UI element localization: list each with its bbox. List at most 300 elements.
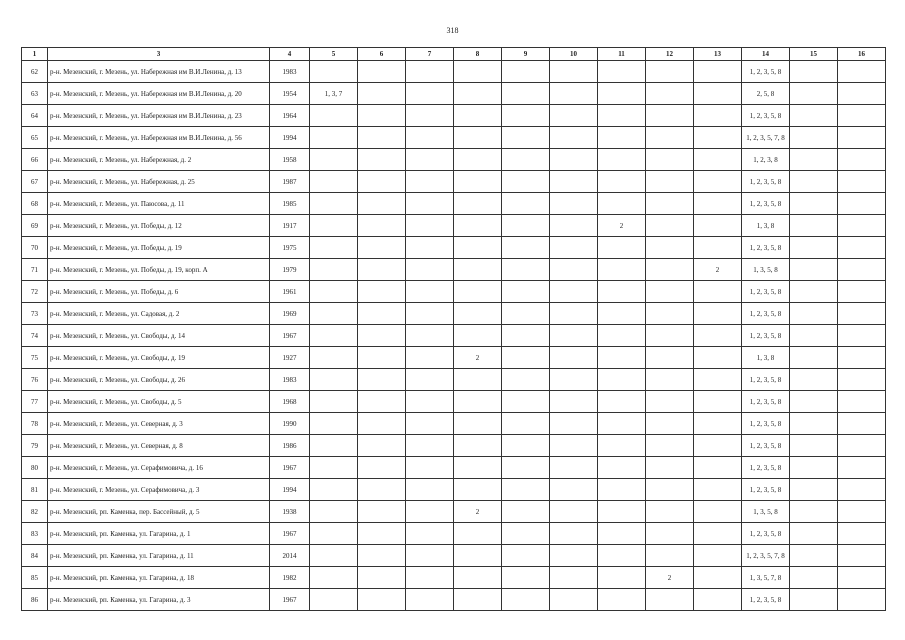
cell-col-3: р-н. Мезенский, г. Мезень, ул. Садовая, д. 2 xyxy=(48,303,270,325)
cell-col-10 xyxy=(550,193,598,215)
cell-col-5 xyxy=(310,259,358,281)
cell-col-13 xyxy=(694,457,742,479)
cell-col-4: 1975 xyxy=(270,237,310,259)
cell-col-15 xyxy=(790,149,838,171)
cell-col-1: 67 xyxy=(22,171,48,193)
cell-col-14: 1, 3, 8 xyxy=(742,215,790,237)
cell-col-12 xyxy=(646,259,694,281)
cell-col-3: р-н. Мезенский, рп. Каменка, ул. Гагарина, д. 11 xyxy=(48,545,270,567)
cell-col-15 xyxy=(790,193,838,215)
cell-col-5 xyxy=(310,61,358,83)
housing-table xyxy=(21,47,886,611)
cell-col-8 xyxy=(454,457,502,479)
cell-col-16 xyxy=(838,501,886,523)
cell-col-5 xyxy=(310,457,358,479)
cell-col-9 xyxy=(502,325,550,347)
cell-col-9 xyxy=(502,61,550,83)
table-row xyxy=(22,479,886,501)
cell-col-1: 86 xyxy=(22,589,48,611)
cell-col-16 xyxy=(838,567,886,589)
cell-col-11 xyxy=(598,281,646,303)
cell-col-13 xyxy=(694,215,742,237)
cell-col-4: 1994 xyxy=(270,127,310,149)
cell-col-15 xyxy=(790,567,838,589)
cell-col-13 xyxy=(694,83,742,105)
cell-col-16 xyxy=(838,479,886,501)
cell-col-4: 1967 xyxy=(270,325,310,347)
cell-col-3: р-н. Мезенский, г. Мезень, ул. Свободы, д. 19 xyxy=(48,347,270,369)
cell-col-10 xyxy=(550,457,598,479)
cell-col-9 xyxy=(502,347,550,369)
cell-col-3: р-н. Мезенский, г. Мезень, ул. Свободы, д. 14 xyxy=(48,325,270,347)
cell-col-10 xyxy=(550,105,598,127)
cell-col-5 xyxy=(310,567,358,589)
cell-col-8 xyxy=(454,413,502,435)
cell-col-13: 2 xyxy=(694,259,742,281)
cell-col-16 xyxy=(838,457,886,479)
cell-col-4: 1982 xyxy=(270,567,310,589)
cell-col-12 xyxy=(646,303,694,325)
table-row xyxy=(22,435,886,457)
cell-col-10 xyxy=(550,501,598,523)
cell-col-1: 79 xyxy=(22,435,48,457)
cell-col-15 xyxy=(790,83,838,105)
cell-col-5 xyxy=(310,545,358,567)
cell-col-3: р-н. Мезенский, г. Мезень, ул. Набережная им В.И.Ленина, д. 23 xyxy=(48,105,270,127)
cell-col-5 xyxy=(310,127,358,149)
cell-col-10 xyxy=(550,303,598,325)
cell-col-13 xyxy=(694,61,742,83)
cell-col-7 xyxy=(406,413,454,435)
cell-col-11 xyxy=(598,105,646,127)
cell-col-11 xyxy=(598,391,646,413)
column-header-1: 1 xyxy=(22,48,48,61)
cell-col-1: 84 xyxy=(22,545,48,567)
cell-col-15 xyxy=(790,501,838,523)
cell-col-6 xyxy=(358,567,406,589)
cell-col-4: 1927 xyxy=(270,347,310,369)
column-header-3: 3 xyxy=(48,48,270,61)
page-number: 318 xyxy=(446,26,459,35)
cell-col-6 xyxy=(358,435,406,457)
cell-col-15 xyxy=(790,391,838,413)
cell-col-11 xyxy=(598,149,646,171)
cell-col-13 xyxy=(694,281,742,303)
cell-col-16 xyxy=(838,369,886,391)
cell-col-1: 85 xyxy=(22,567,48,589)
cell-col-5 xyxy=(310,105,358,127)
cell-col-13 xyxy=(694,501,742,523)
cell-col-13 xyxy=(694,523,742,545)
cell-col-5 xyxy=(310,237,358,259)
cell-col-10 xyxy=(550,61,598,83)
cell-col-13 xyxy=(694,369,742,391)
cell-col-8 xyxy=(454,237,502,259)
cell-col-9 xyxy=(502,303,550,325)
cell-col-15 xyxy=(790,347,838,369)
cell-col-14: 1, 2, 3, 5, 8 xyxy=(742,303,790,325)
cell-col-5 xyxy=(310,281,358,303)
cell-col-12 xyxy=(646,61,694,83)
column-header-11: 11 xyxy=(598,48,646,61)
cell-col-16 xyxy=(838,83,886,105)
table-row xyxy=(22,545,886,567)
cell-col-4: 1964 xyxy=(270,105,310,127)
cell-col-14: 1, 2, 3, 5, 8 xyxy=(742,237,790,259)
cell-col-4: 1969 xyxy=(270,303,310,325)
cell-col-5 xyxy=(310,325,358,347)
cell-col-11 xyxy=(598,325,646,347)
cell-col-5 xyxy=(310,523,358,545)
cell-col-6 xyxy=(358,501,406,523)
cell-col-14: 1, 2, 3, 5, 8 xyxy=(742,479,790,501)
cell-col-6 xyxy=(358,61,406,83)
cell-col-9 xyxy=(502,457,550,479)
cell-col-14: 1, 2, 3, 5, 8 xyxy=(742,171,790,193)
cell-col-4: 2014 xyxy=(270,545,310,567)
table-row xyxy=(22,149,886,171)
cell-col-11: 2 xyxy=(598,215,646,237)
cell-col-9 xyxy=(502,479,550,501)
cell-col-14: 1, 3, 5, 8 xyxy=(742,501,790,523)
cell-col-6 xyxy=(358,545,406,567)
cell-col-1: 76 xyxy=(22,369,48,391)
cell-col-3: р-н. Мезенский, г. Мезень, ул. Северная, д. 3 xyxy=(48,413,270,435)
cell-col-10 xyxy=(550,259,598,281)
cell-col-11 xyxy=(598,237,646,259)
cell-col-8 xyxy=(454,215,502,237)
cell-col-12 xyxy=(646,413,694,435)
cell-col-15 xyxy=(790,457,838,479)
cell-col-11 xyxy=(598,61,646,83)
cell-col-9 xyxy=(502,237,550,259)
cell-col-7 xyxy=(406,347,454,369)
cell-col-16 xyxy=(838,105,886,127)
table-row xyxy=(22,457,886,479)
cell-col-5: 1, 3, 7 xyxy=(310,83,358,105)
table-row xyxy=(22,105,886,127)
cell-col-1: 80 xyxy=(22,457,48,479)
cell-col-3: р-н. Мезенский, рп. Каменка, ул. Гагарина, д. 1 xyxy=(48,523,270,545)
cell-col-8 xyxy=(454,193,502,215)
cell-col-10 xyxy=(550,149,598,171)
column-header-10: 10 xyxy=(550,48,598,61)
cell-col-10 xyxy=(550,523,598,545)
cell-col-7 xyxy=(406,171,454,193)
cell-col-16 xyxy=(838,281,886,303)
cell-col-16 xyxy=(838,237,886,259)
cell-col-9 xyxy=(502,523,550,545)
cell-col-1: 78 xyxy=(22,413,48,435)
cell-col-7 xyxy=(406,127,454,149)
cell-col-12 xyxy=(646,149,694,171)
cell-col-1: 66 xyxy=(22,149,48,171)
cell-col-15 xyxy=(790,281,838,303)
cell-col-13 xyxy=(694,479,742,501)
cell-col-4: 1967 xyxy=(270,589,310,611)
cell-col-3: р-н. Мезенский, г. Мезень, ул. Набережная им В.И.Ленина, д. 20 xyxy=(48,83,270,105)
cell-col-10 xyxy=(550,545,598,567)
cell-col-8: 2 xyxy=(454,501,502,523)
cell-col-9 xyxy=(502,193,550,215)
cell-col-11 xyxy=(598,259,646,281)
cell-col-9 xyxy=(502,413,550,435)
cell-col-11 xyxy=(598,545,646,567)
cell-col-3: р-н. Мезенский, рп. Каменка, пер. Бассейный, д. 5 xyxy=(48,501,270,523)
cell-col-6 xyxy=(358,259,406,281)
cell-col-8 xyxy=(454,149,502,171)
cell-col-16 xyxy=(838,303,886,325)
table-row xyxy=(22,83,886,105)
cell-col-3: р-н. Мезенский, г. Мезень, ул. Свободы, д. 5 xyxy=(48,391,270,413)
table-row xyxy=(22,215,886,237)
cell-col-15 xyxy=(790,259,838,281)
cell-col-13 xyxy=(694,435,742,457)
cell-col-8 xyxy=(454,259,502,281)
cell-col-4: 1967 xyxy=(270,457,310,479)
cell-col-14: 1, 3, 8 xyxy=(742,347,790,369)
cell-col-8 xyxy=(454,589,502,611)
table-row xyxy=(22,303,886,325)
cell-col-10 xyxy=(550,215,598,237)
table-row xyxy=(22,523,886,545)
cell-col-3: р-н. Мезенский, г. Мезень, ул. Набережная, д. 25 xyxy=(48,171,270,193)
cell-col-4: 1994 xyxy=(270,479,310,501)
cell-col-3: р-н. Мезенский, г. Мезень, ул. Серафимовича, д. 16 xyxy=(48,457,270,479)
table-row xyxy=(22,325,886,347)
cell-col-16 xyxy=(838,215,886,237)
cell-col-16 xyxy=(838,61,886,83)
cell-col-15 xyxy=(790,369,838,391)
cell-col-15 xyxy=(790,127,838,149)
cell-col-6 xyxy=(358,149,406,171)
cell-col-16 xyxy=(838,589,886,611)
cell-col-6 xyxy=(358,127,406,149)
cell-col-1: 69 xyxy=(22,215,48,237)
cell-col-13 xyxy=(694,413,742,435)
cell-col-15 xyxy=(790,435,838,457)
table-row xyxy=(22,391,886,413)
cell-col-11 xyxy=(598,523,646,545)
cell-col-6 xyxy=(358,215,406,237)
cell-col-14: 1, 2, 3, 5, 8 xyxy=(742,413,790,435)
cell-col-12 xyxy=(646,193,694,215)
cell-col-14: 1, 2, 3, 5, 7, 8 xyxy=(742,127,790,149)
cell-col-1: 64 xyxy=(22,105,48,127)
cell-col-11 xyxy=(598,457,646,479)
cell-col-3: р-н. Мезенский, г. Мезень, ул. Свободы, д. 26 xyxy=(48,369,270,391)
cell-col-8 xyxy=(454,325,502,347)
cell-col-13 xyxy=(694,347,742,369)
cell-col-7 xyxy=(406,259,454,281)
cell-col-4: 1968 xyxy=(270,391,310,413)
cell-col-15 xyxy=(790,413,838,435)
cell-col-12 xyxy=(646,127,694,149)
cell-col-11 xyxy=(598,193,646,215)
cell-col-1: 82 xyxy=(22,501,48,523)
cell-col-9 xyxy=(502,127,550,149)
cell-col-8 xyxy=(454,391,502,413)
cell-col-14: 1, 2, 3, 5, 8 xyxy=(742,105,790,127)
cell-col-13 xyxy=(694,127,742,149)
cell-col-15 xyxy=(790,237,838,259)
cell-col-5 xyxy=(310,413,358,435)
cell-col-1: 75 xyxy=(22,347,48,369)
cell-col-15 xyxy=(790,171,838,193)
cell-col-8 xyxy=(454,435,502,457)
cell-col-11 xyxy=(598,127,646,149)
cell-col-3: р-н. Мезенский, г. Мезень, ул. Набережная им В.И.Ленина, д. 56 xyxy=(48,127,270,149)
cell-col-16 xyxy=(838,545,886,567)
cell-col-7 xyxy=(406,83,454,105)
cell-col-3: р-н. Мезенский, рп. Каменка, ул. Гагарина, д. 3 xyxy=(48,589,270,611)
cell-col-15 xyxy=(790,589,838,611)
cell-col-13 xyxy=(694,567,742,589)
cell-col-16 xyxy=(838,391,886,413)
cell-col-1: 68 xyxy=(22,193,48,215)
cell-col-7 xyxy=(406,237,454,259)
cell-col-9 xyxy=(502,589,550,611)
cell-col-11 xyxy=(598,589,646,611)
cell-col-12 xyxy=(646,391,694,413)
cell-col-5 xyxy=(310,391,358,413)
cell-col-16 xyxy=(838,193,886,215)
cell-col-4: 1983 xyxy=(270,369,310,391)
cell-col-6 xyxy=(358,105,406,127)
cell-col-15 xyxy=(790,545,838,567)
cell-col-15 xyxy=(790,215,838,237)
table-header-row xyxy=(22,48,886,61)
cell-col-15 xyxy=(790,325,838,347)
cell-col-10 xyxy=(550,281,598,303)
cell-col-14: 1, 2, 3, 5, 8 xyxy=(742,523,790,545)
cell-col-11 xyxy=(598,303,646,325)
cell-col-10 xyxy=(550,171,598,193)
cell-col-9 xyxy=(502,369,550,391)
cell-col-13 xyxy=(694,303,742,325)
cell-col-8 xyxy=(454,545,502,567)
cell-col-7 xyxy=(406,369,454,391)
cell-col-3: р-н. Мезенский, г. Мезень, ул. Победы, д. 19, корп. А xyxy=(48,259,270,281)
cell-col-16 xyxy=(838,347,886,369)
cell-col-6 xyxy=(358,391,406,413)
cell-col-16 xyxy=(838,413,886,435)
cell-col-1: 83 xyxy=(22,523,48,545)
cell-col-5 xyxy=(310,347,358,369)
cell-col-3: р-н. Мезенский, г. Мезень, ул. Победы, д. 6 xyxy=(48,281,270,303)
cell-col-3: р-н. Мезенский, г. Мезень, ул. Северная, д. 8 xyxy=(48,435,270,457)
cell-col-11 xyxy=(598,83,646,105)
cell-col-7 xyxy=(406,303,454,325)
cell-col-8 xyxy=(454,83,502,105)
cell-col-9 xyxy=(502,391,550,413)
column-header-16: 16 xyxy=(838,48,886,61)
cell-col-14: 1, 2, 3, 5, 8 xyxy=(742,391,790,413)
cell-col-9 xyxy=(502,149,550,171)
cell-col-7 xyxy=(406,325,454,347)
cell-col-14: 1, 2, 3, 5, 8 xyxy=(742,281,790,303)
cell-col-9 xyxy=(502,435,550,457)
cell-col-8: 2 xyxy=(454,347,502,369)
cell-col-13 xyxy=(694,193,742,215)
cell-col-4: 1987 xyxy=(270,171,310,193)
cell-col-16 xyxy=(838,435,886,457)
cell-col-15 xyxy=(790,303,838,325)
cell-col-14: 1, 2, 3, 5, 7, 8 xyxy=(742,545,790,567)
cell-col-14: 1, 3, 5, 8 xyxy=(742,259,790,281)
cell-col-3: р-н. Мезенский, г. Мезень, ул. Паюсова, д. 11 xyxy=(48,193,270,215)
cell-col-9 xyxy=(502,215,550,237)
cell-col-11 xyxy=(598,413,646,435)
cell-col-16 xyxy=(838,523,886,545)
cell-col-8 xyxy=(454,479,502,501)
cell-col-12 xyxy=(646,457,694,479)
cell-col-1: 63 xyxy=(22,83,48,105)
cell-col-6 xyxy=(358,457,406,479)
cell-col-10 xyxy=(550,413,598,435)
table-row xyxy=(22,347,886,369)
table-row xyxy=(22,589,886,611)
cell-col-1: 74 xyxy=(22,325,48,347)
cell-col-11 xyxy=(598,369,646,391)
cell-col-13 xyxy=(694,237,742,259)
cell-col-12 xyxy=(646,83,694,105)
cell-col-7 xyxy=(406,435,454,457)
cell-col-7 xyxy=(406,105,454,127)
cell-col-7 xyxy=(406,149,454,171)
cell-col-15 xyxy=(790,61,838,83)
cell-col-10 xyxy=(550,479,598,501)
cell-col-5 xyxy=(310,501,358,523)
cell-col-5 xyxy=(310,149,358,171)
cell-col-16 xyxy=(838,325,886,347)
cell-col-14: 2, 5, 8 xyxy=(742,83,790,105)
table-row xyxy=(22,127,886,149)
cell-col-13 xyxy=(694,325,742,347)
cell-col-4: 1990 xyxy=(270,413,310,435)
cell-col-15 xyxy=(790,523,838,545)
cell-col-13 xyxy=(694,391,742,413)
cell-col-6 xyxy=(358,523,406,545)
cell-col-11 xyxy=(598,567,646,589)
cell-col-13 xyxy=(694,589,742,611)
cell-col-13 xyxy=(694,545,742,567)
cell-col-7 xyxy=(406,215,454,237)
cell-col-7 xyxy=(406,61,454,83)
cell-col-5 xyxy=(310,303,358,325)
table-row xyxy=(22,259,886,281)
cell-col-5 xyxy=(310,589,358,611)
cell-col-4: 1938 xyxy=(270,501,310,523)
cell-col-8 xyxy=(454,303,502,325)
cell-col-12 xyxy=(646,281,694,303)
cell-col-1: 77 xyxy=(22,391,48,413)
cell-col-14: 1, 2, 3, 5, 8 xyxy=(742,61,790,83)
cell-col-12 xyxy=(646,369,694,391)
cell-col-6 xyxy=(358,303,406,325)
cell-col-12: 2 xyxy=(646,567,694,589)
cell-col-16 xyxy=(838,127,886,149)
cell-col-8 xyxy=(454,171,502,193)
cell-col-10 xyxy=(550,567,598,589)
cell-col-10 xyxy=(550,391,598,413)
cell-col-10 xyxy=(550,325,598,347)
cell-col-9 xyxy=(502,171,550,193)
column-header-12: 12 xyxy=(646,48,694,61)
cell-col-11 xyxy=(598,479,646,501)
cell-col-10 xyxy=(550,347,598,369)
cell-col-15 xyxy=(790,479,838,501)
